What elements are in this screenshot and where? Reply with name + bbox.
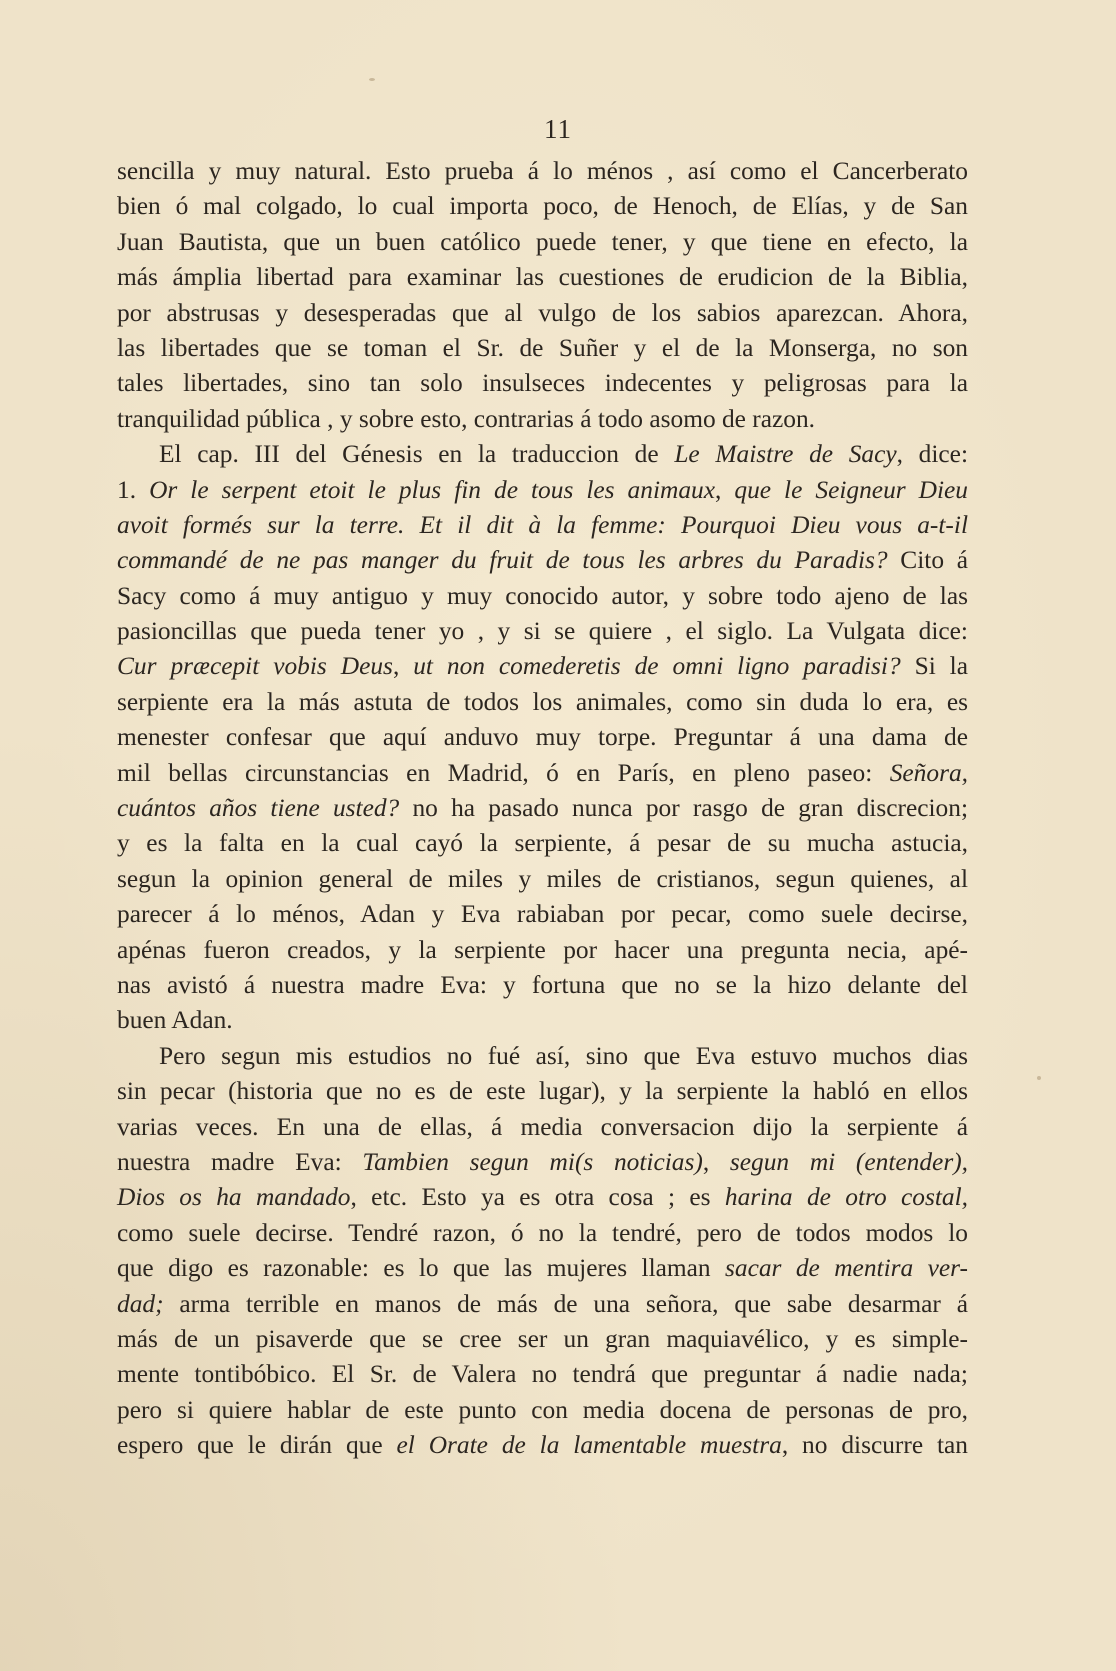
text-segment: Pero segun mis estudios no fué así, sino que Eva estuvo muchos dias — [159, 1041, 968, 1070]
text-line — [117, 473, 968, 508]
paper-speck — [1037, 1076, 1041, 1080]
text-segment: sin pecar (historia que no es de este lugar), y la serpiente la habló en ellos — [117, 1077, 968, 1106]
text-line — [117, 791, 968, 826]
italic-text: Le Maistre de Sacy — [674, 440, 897, 469]
italic-text: ut non comederetis de omni ligno paradisi? — [413, 652, 901, 681]
text-segment: nas avistó á nuestra madre Eva: y fortuna que no se la hizo delante del — [117, 970, 968, 999]
italic-text: Tambien segun mi(s noticias) — [362, 1147, 703, 1176]
text-segment: menester confesar que aquí anduvo muy torpe. Preguntar á una dama de — [117, 723, 968, 752]
text-segment: bien ó mal colgado, lo cual importa poco, de Henoch, de Elías, y de San — [117, 192, 968, 221]
text-segment: segun la opinion general de miles y miles de cristianos, segun quienes, al — [117, 864, 968, 893]
text-segment: Si la — [900, 652, 968, 681]
text-line — [117, 933, 968, 968]
text-line — [117, 1251, 968, 1286]
text-line — [117, 1110, 968, 1145]
text-segment: más ámplia libertad para examinar las cuestiones de erudicion de la Biblia, — [117, 263, 968, 292]
italic-text: commandé de ne pas manger du fruit de tous les arbres du Paradis? — [117, 546, 888, 575]
text-segment: , — [392, 652, 414, 681]
italic-text: segun mi (entender), — [729, 1147, 968, 1176]
text-segment: y es la falta en la cual cayó la serpiente, á pesar de su mucha astucia, — [117, 829, 968, 858]
text-segment: pasioncillas que pueda tener yo , y si se quiere , el siglo. La Vulgata dice: — [117, 617, 968, 646]
text-segment: por abstrusas y desesperadas que al vulgo de los sabios aparezcan. Ahora, — [117, 298, 968, 327]
text-segment: Cito á — [887, 546, 968, 575]
text-line — [117, 1393, 968, 1428]
text-line — [117, 225, 968, 260]
italic-text: Or le serpent etoit le plus fin de tous les animaux — [149, 475, 715, 504]
text-segment: buen Adan. — [117, 1006, 233, 1035]
text-segment: pero si quiere hablar de este punto con media docena de personas de pro, — [117, 1395, 968, 1424]
text-line — [117, 1428, 968, 1463]
italic-text: Señora, — [889, 758, 968, 787]
text-line — [117, 1216, 968, 1251]
text-line — [117, 296, 968, 331]
text-segment: , — [702, 1147, 730, 1176]
italic-text: sacar de mentira ver- — [725, 1254, 968, 1283]
text-line — [117, 897, 968, 932]
text-line — [117, 1074, 968, 1109]
italic-text: Dios os ha mandado — [117, 1183, 351, 1212]
text-segment: sencilla y muy natural. Esto prueba á lo ménos , así como el Cancerberato — [117, 157, 968, 185]
body-text — [117, 154, 968, 1463]
italic-text: el Orate de la lamentable muestra — [396, 1431, 782, 1460]
text-segment: , no discurre tan — [781, 1431, 969, 1460]
italic-text: dad; — [117, 1289, 164, 1318]
text-line — [117, 366, 968, 401]
text-line — [117, 154, 968, 189]
text-line — [117, 968, 968, 1003]
text-segment: nuestra madre Eva: — [117, 1147, 363, 1176]
text-line — [117, 1145, 968, 1180]
text-line — [117, 189, 968, 224]
text-line — [117, 720, 968, 755]
text-segment: que digo es razonable: es lo que las mujeres llaman — [117, 1254, 726, 1283]
text-line — [117, 1322, 968, 1357]
text-line — [117, 1039, 968, 1074]
text-line — [117, 260, 968, 295]
text-segment: serpiente era la más astuta de todos los animales, como sin duda lo era, es — [117, 687, 968, 716]
text-segment: El cap. III del Génesis en la traduccion de — [159, 440, 675, 469]
text-segment: 1. — [117, 475, 150, 504]
text-segment: más de un pisaverde que se cree ser un gran maquiavélico, y es simple- — [117, 1324, 968, 1353]
text-segment: espero que le dirán que — [117, 1431, 397, 1460]
italic-text: avoit formés sur la terre. Et il dit à la femme: Pourquoi Dieu vous a-t-il — [117, 510, 968, 539]
text-line — [117, 826, 968, 861]
text-line — [117, 1003, 968, 1038]
text-line — [117, 756, 968, 791]
paper-speck — [369, 78, 375, 81]
text-line — [117, 649, 968, 684]
text-segment: varias veces. En una de ellas, á media conversacion dijo la serpiente á — [117, 1112, 968, 1141]
text-segment: mil bellas circunstancias en Madrid, ó en París, en pleno paseo: — [117, 758, 890, 787]
text-segment: tales libertades, sino tan solo insulseces indecentes y peligrosas para la — [117, 369, 968, 398]
text-segment: Juan Bautista, que un buen católico puede tener, y que tiene en efecto, la — [117, 227, 968, 256]
page-number: 11 — [544, 114, 572, 144]
italic-text: cuántos años tiene usted? — [117, 794, 400, 823]
italic-text: que le Seigneur Dieu — [734, 475, 969, 504]
text-line — [117, 685, 968, 720]
text-line — [117, 579, 968, 614]
text-segment: parecer á lo ménos, Adan y Eva rabiaban por pecar, como suele decirse, — [117, 900, 968, 929]
text-segment: arma terrible en manos de más de una señora, que sabe desarmar á — [163, 1289, 968, 1318]
italic-text: harina de otro costal, — [724, 1183, 968, 1212]
text-line — [117, 862, 968, 897]
text-segment: , dice: — [896, 440, 968, 469]
text-line — [117, 1287, 968, 1322]
text-segment: mente tontibóbico. El Sr. de Valera no tendrá que preguntar á nadie nada; — [117, 1360, 968, 1389]
text-segment: Sacy como á muy antiguo y muy conocido autor, y sobre todo ajeno de las — [117, 581, 968, 610]
text-segment: no ha pasado nunca por rasgo de gran discrecion; — [399, 794, 968, 823]
text-segment: como suele decirse. Tendré razon, ó no la tendré, pero de todos modos lo — [117, 1218, 968, 1247]
text-line — [117, 437, 968, 472]
italic-text: Cur præcepit vobis Deus — [117, 652, 393, 681]
text-segment: , — [715, 475, 735, 504]
text-line — [117, 508, 968, 543]
text-line — [117, 543, 968, 578]
text-segment: tranquilidad pública , y sobre esto, contrarias á todo asomo de razon. — [117, 404, 816, 433]
text-line — [117, 402, 968, 437]
text-line — [117, 614, 968, 649]
text-line — [117, 1180, 968, 1215]
text-segment: , etc. Esto ya es otra cosa ; es — [350, 1183, 725, 1212]
text-segment: apénas fueron creados, y la serpiente por hacer una pregunta necia, apé- — [117, 935, 968, 964]
text-line — [117, 1357, 968, 1392]
text-line — [117, 331, 968, 366]
text-segment: las libertades que se toman el Sr. de Suñer y el de la Monserga, no son — [117, 333, 968, 362]
